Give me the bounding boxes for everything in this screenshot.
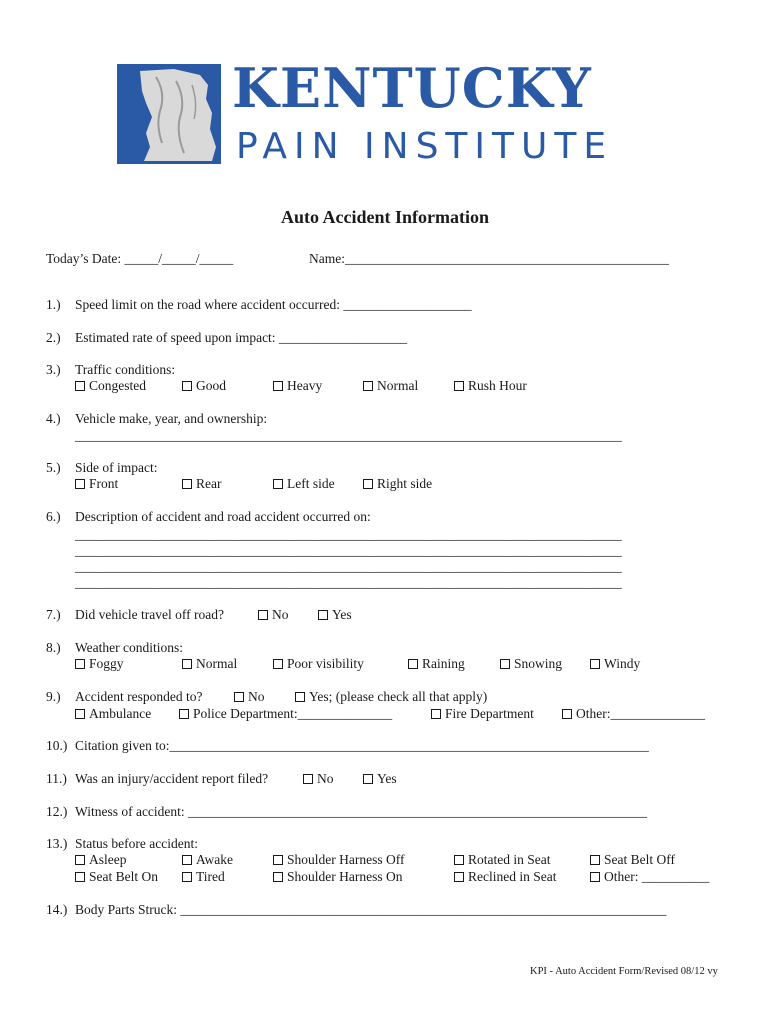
q6-answer-line[interactable]: _________________________________________________________________________________ <box>75 527 622 542</box>
q11-number: 11.) <box>46 771 67 786</box>
checkbox-icon <box>562 709 572 719</box>
checkbox-shoulder-harness-on[interactable]: Shoulder Harness On <box>273 869 402 885</box>
checkbox-normal-weather[interactable]: Normal <box>182 656 237 672</box>
checkbox-icon <box>182 872 192 882</box>
q8-label: Weather conditions: <box>75 640 184 655</box>
checkbox-icon <box>273 855 283 865</box>
checkbox-icon <box>408 659 418 669</box>
q1-number: 1.) <box>46 297 61 312</box>
checkbox-icon <box>303 774 313 784</box>
q10-citation[interactable]: Citation given to:_______________________________________________________________________ <box>75 738 649 753</box>
page-title: Auto Accident Information <box>281 207 489 227</box>
checkbox-poor-visibility[interactable]: Poor visibility <box>273 656 364 672</box>
checkbox-icon <box>590 872 600 882</box>
q9-number: 9.) <box>46 689 61 704</box>
checkbox-ambulance[interactable]: Ambulance <box>75 706 151 722</box>
checkbox-icon <box>179 709 189 719</box>
checkbox-icon <box>454 855 464 865</box>
q14-number: 14.) <box>46 902 68 917</box>
checkbox-icon <box>363 381 373 391</box>
form-footer: KPI - Auto Accident Form/Revised 08/12 vy <box>530 966 718 977</box>
checkbox-other-responder[interactable]: Other:______________ <box>562 706 705 722</box>
checkbox-offroad-yes[interactable]: Yes <box>318 607 352 623</box>
checkbox-icon <box>363 774 373 784</box>
checkbox-asleep[interactable]: Asleep <box>75 852 127 868</box>
checkbox-icon <box>234 692 244 702</box>
checkbox-fire-department[interactable]: Fire Department <box>431 706 534 722</box>
q5-label: Side of impact: <box>75 460 158 475</box>
checkbox-icon <box>75 872 85 882</box>
q7-number: 7.) <box>46 607 61 622</box>
checkbox-icon <box>273 659 283 669</box>
q3-label: Traffic conditions: <box>75 362 176 377</box>
q11-label: Was an injury/accident report filed? <box>75 771 269 786</box>
q4-number: 4.) <box>46 411 61 426</box>
checkbox-icon <box>75 855 85 865</box>
q12-number: 12.) <box>46 804 68 819</box>
checkbox-tired[interactable]: Tired <box>182 869 225 885</box>
checkbox-congested[interactable]: Congested <box>75 378 146 394</box>
checkbox-icon <box>454 872 464 882</box>
checkbox-icon <box>258 610 268 620</box>
checkbox-rear[interactable]: Rear <box>182 476 221 492</box>
logo-pain-institute: PAIN INSTITUTE <box>236 126 614 167</box>
q6-answer-line[interactable]: _________________________________________________________________________________ <box>75 543 622 558</box>
q2-speed-impact[interactable]: Estimated rate of speed upon impact: ___________________ <box>75 330 408 345</box>
checkbox-heavy[interactable]: Heavy <box>273 378 322 394</box>
checkbox-icon <box>273 479 283 489</box>
checkbox-icon <box>273 872 283 882</box>
checkbox-icon <box>75 709 85 719</box>
q9-label: Accident responded to? <box>75 689 203 704</box>
checkbox-rotated-in-seat[interactable]: Rotated in Seat <box>454 852 550 868</box>
checkbox-responded-yes[interactable]: Yes; (please check all that apply) <box>295 689 487 705</box>
checkbox-normal-traffic[interactable]: Normal <box>363 378 418 394</box>
checkbox-windy[interactable]: Windy <box>590 656 640 672</box>
checkbox-front[interactable]: Front <box>75 476 118 492</box>
checkbox-icon <box>182 659 192 669</box>
q8-number: 8.) <box>46 640 61 655</box>
checkbox-awake[interactable]: Awake <box>182 852 233 868</box>
q2-number: 2.) <box>46 330 61 345</box>
checkbox-icon <box>273 381 283 391</box>
checkbox-icon <box>318 610 328 620</box>
q6-answer-line[interactable]: _________________________________________________________________________________ <box>75 575 622 590</box>
checkbox-police-department[interactable]: Police Department:______________ <box>179 706 392 722</box>
checkbox-icon <box>75 659 85 669</box>
checkbox-icon <box>363 479 373 489</box>
checkbox-shoulder-harness-off[interactable]: Shoulder Harness Off <box>273 852 404 868</box>
q6-answer-line[interactable]: _________________________________________________________________________________ <box>75 559 622 574</box>
checkbox-icon <box>75 479 85 489</box>
checkbox-snowing[interactable]: Snowing <box>500 656 562 672</box>
checkbox-icon <box>182 381 192 391</box>
checkbox-good[interactable]: Good <box>182 378 226 394</box>
q14-body-parts[interactable]: Body Parts Struck: ________________________________________________________________________ <box>75 902 667 917</box>
q13-number: 13.) <box>46 836 68 851</box>
q13-label: Status before accident: <box>75 836 198 851</box>
checkbox-report-no[interactable]: No <box>303 771 334 787</box>
q12-witness[interactable]: Witness of accident: ____________________________________________________________________ <box>75 804 648 819</box>
q6-label: Description of accident and road accident occurred on: <box>75 509 371 524</box>
checkbox-seat-belt-off[interactable]: Seat Belt Off <box>590 852 675 868</box>
q7-label: Did vehicle travel off road? <box>75 607 224 622</box>
checkbox-icon <box>182 479 192 489</box>
checkbox-right-side[interactable]: Right side <box>363 476 432 492</box>
checkbox-icon <box>431 709 441 719</box>
checkbox-rush-hour[interactable]: Rush Hour <box>454 378 527 394</box>
checkbox-icon <box>75 381 85 391</box>
logo-spine-icon <box>116 63 222 165</box>
q5-number: 5.) <box>46 460 61 475</box>
checkbox-other-status[interactable]: Other: __________ <box>590 869 709 885</box>
name-field[interactable]: Name:________________________________________________ <box>309 251 669 266</box>
checkbox-left-side[interactable]: Left side <box>273 476 335 492</box>
q3-number: 3.) <box>46 362 61 377</box>
checkbox-seat-belt-on[interactable]: Seat Belt On <box>75 869 158 885</box>
date-field[interactable]: Today’s Date: _____/_____/_____ <box>46 251 234 266</box>
q4-answer-line[interactable]: _________________________________________________________________________________ <box>75 428 622 443</box>
checkbox-icon <box>500 659 510 669</box>
checkbox-icon <box>295 692 305 702</box>
checkbox-responded-no[interactable]: No <box>234 689 265 705</box>
checkbox-raining[interactable]: Raining <box>408 656 465 672</box>
checkbox-reclined-in-seat[interactable]: Reclined in Seat <box>454 869 556 885</box>
q6-number: 6.) <box>46 509 61 524</box>
checkbox-icon <box>454 381 464 391</box>
checkbox-icon <box>590 855 600 865</box>
checkbox-foggy[interactable]: Foggy <box>75 656 124 672</box>
q10-number: 10.) <box>46 738 68 753</box>
q4-label: Vehicle make, year, and ownership: <box>75 411 268 426</box>
checkbox-report-yes[interactable]: Yes <box>363 771 397 787</box>
checkbox-icon <box>590 659 600 669</box>
logo-kentucky: KENTUCKY <box>232 56 592 120</box>
q1-speed-limit[interactable]: Speed limit on the road where accident occurred: ___________________ <box>75 297 472 312</box>
checkbox-offroad-no[interactable]: No <box>258 607 289 623</box>
checkbox-icon <box>182 855 192 865</box>
